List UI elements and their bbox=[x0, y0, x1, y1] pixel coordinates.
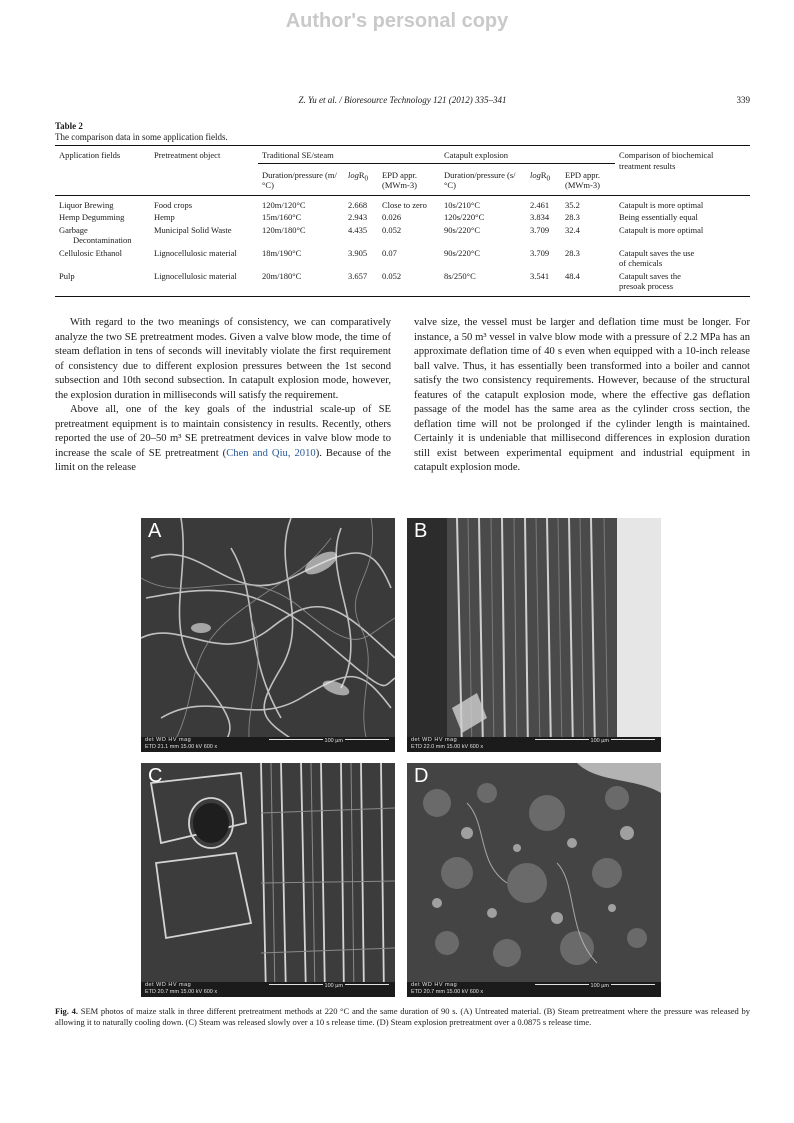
sem-databar bbox=[407, 737, 661, 752]
table-row bbox=[55, 224, 750, 247]
panel-label: A bbox=[148, 520, 162, 542]
paragraph bbox=[55, 403, 391, 476]
cell-trad-epd: Close to zero bbox=[382, 199, 427, 210]
cell-result-line: presoak process bbox=[619, 281, 674, 291]
databar-labels: det WD HV mag bbox=[145, 737, 192, 743]
panel-label: C bbox=[148, 765, 163, 787]
cell-cat-log: 3.709 bbox=[530, 247, 550, 258]
sem-panel-d bbox=[407, 763, 661, 997]
cell-cat-log: 3.709 bbox=[530, 224, 550, 235]
cell-trad-log: 3.657 bbox=[348, 270, 368, 281]
cell-object: Municipal Solid Waste bbox=[154, 224, 232, 235]
page-number: 339 bbox=[736, 95, 750, 105]
cell-object: Food crops bbox=[154, 199, 193, 210]
panel-label: D bbox=[414, 765, 429, 787]
cell-result-line: Catapult saves the use bbox=[619, 247, 695, 258]
paragraph-text: ). Because of the limit on the release bbox=[55, 447, 391, 473]
paragraph-text: Above all, one of the key goals of the industrial scale-up of SE pretreatment equipment is to maintain consistency in results. Recently, others reported the use of 20–50 m³ SE pretreatment devices in valve blow mode to increase the scale of SE pretreatment ( bbox=[55, 404, 391, 459]
cell-trad-epd: 0.026 bbox=[382, 212, 402, 222]
cell-trad-log: 2.668 bbox=[348, 199, 368, 210]
figure-label: Fig. 4. bbox=[55, 1006, 79, 1016]
cell-field: Liquor Brewing bbox=[59, 199, 114, 210]
sem-databar bbox=[141, 982, 395, 997]
cell-trad-dp: 15m/160°C bbox=[262, 212, 302, 222]
body-text bbox=[55, 316, 750, 476]
cell-cat-dp: 10s/210°C bbox=[444, 199, 480, 210]
table-caption bbox=[55, 121, 228, 143]
table-row bbox=[55, 211, 750, 224]
left-column bbox=[55, 316, 391, 476]
header-application-fields: Application fields bbox=[59, 150, 121, 160]
databar-labels: det WD HV mag bbox=[145, 982, 192, 988]
cell-object: Hemp bbox=[154, 212, 175, 222]
cell-object: Lignocellulosic material bbox=[154, 247, 237, 258]
cell-result bbox=[615, 247, 750, 270]
cell-field-line: Garbage bbox=[59, 224, 88, 235]
header-catapult-group: Catapult explosion bbox=[440, 146, 615, 164]
journal-citation: Z. Yu et al. / Bioresource Technology 121 (2012) 335–341 bbox=[298, 95, 507, 105]
panel-label: B bbox=[414, 520, 428, 542]
cell-cat-log: 2.461 bbox=[530, 199, 550, 210]
sem-panel-c bbox=[141, 763, 395, 997]
header-logr0: logR$_0$ bbox=[348, 169, 369, 183]
table-row bbox=[55, 247, 750, 270]
comparison-table bbox=[55, 145, 750, 297]
header-traditional-group: Traditional SE/steam bbox=[258, 146, 440, 164]
header-duration-pressure-m: Duration/pressure (m/°C) bbox=[262, 169, 337, 190]
cell-field: Pulp bbox=[59, 270, 75, 281]
cell-trad-log: 4.435 bbox=[348, 224, 368, 235]
databar-values: ETD 20.7 mm 15.00 kV 600 x bbox=[145, 989, 218, 995]
databar-values: ETD 21.1 mm 15.00 kV 600 x bbox=[145, 744, 218, 750]
cell-result-line: of chemicals bbox=[619, 258, 663, 268]
cell-result: Being essentially equal bbox=[619, 212, 698, 222]
cell-result-line: Catapult saves the bbox=[619, 270, 681, 281]
cell-cat-dp: 120s/220°C bbox=[444, 212, 485, 222]
header-duration-pressure-s: Duration/pressure (s/°C) bbox=[444, 169, 516, 190]
citation-link[interactable]: Chen and Qiu, 2010 bbox=[226, 447, 316, 459]
cell-trad-dp: 20m/180°C bbox=[262, 270, 302, 281]
paragraph: With regard to the two meanings of consistency, we can comparatively analyze the two SE pretreatment modes. Given a valve blow mode, the time of steam deflation in tens of seconds will inevitably violate the first requirement of consistency due to different explosion pressures between the 1st second subsection and 10th second subsection. In catapult explosion mode, however, the explosion duration in milliseconds will satisfy the requirement. bbox=[55, 317, 391, 401]
cell-cat-epd: 28.3 bbox=[565, 212, 580, 222]
databar-values: ETD 22.0 mm 15.00 kV 600 x bbox=[411, 744, 484, 750]
cell-cat-epd: 35.2 bbox=[565, 199, 580, 210]
cell-trad-epd: 0.052 bbox=[382, 224, 402, 235]
table-number: Table 2 bbox=[55, 121, 83, 131]
cell-cat-epd: 28.3 bbox=[565, 247, 580, 258]
header-pretreatment-object: Pretreatment object bbox=[154, 150, 221, 160]
cell-cat-dp: 8s/250°C bbox=[444, 270, 476, 281]
caption-text: SEM photos of maize stalk in three different pretreatment methods at 220 °C and the same duration of 90 s. (A) Untreated material. (B) Steam pretreatment where the pressure was released by allowing it to naturally cooling down. (C) Steam was released slowly over a 10 s release time. (D) Steam explosion pretreatment over a 0.0875 s release time. bbox=[55, 1006, 751, 1027]
sem-databar bbox=[407, 982, 661, 997]
table-row bbox=[55, 270, 750, 297]
watermark: Author's personal copy bbox=[285, 10, 509, 32]
cell-cat-dp: 90s/220°C bbox=[444, 224, 480, 235]
scale-label: 100 µm bbox=[590, 738, 609, 744]
databar-labels: det WD HV mag bbox=[411, 982, 458, 988]
sem-databar bbox=[141, 737, 395, 752]
cell-cat-epd: 48.4 bbox=[565, 270, 580, 281]
cell-result: Catapult is more optimal bbox=[619, 199, 704, 210]
sem-figure bbox=[141, 518, 661, 997]
sem-panel-b bbox=[407, 518, 661, 752]
scale-label: 100 µm bbox=[590, 983, 609, 989]
cell-trad-dp: 120m/120°C bbox=[262, 199, 306, 210]
cell-trad-log: 3.905 bbox=[348, 247, 368, 258]
cell-result bbox=[615, 270, 750, 297]
cell-cat-log: 3.541 bbox=[530, 270, 550, 281]
paragraph: valve size, the vessel must be larger and deflation time must be longer. For instance, a 50 m³ vessel in valve blow mode with a pressure of 2.2 MPa has an approximate deflation time of 40 s even when equipped with a 10-inch release ball valve. Thus, it has essentially been transformed into a boiler and cannot satisfy the two consistency requirements. However, because of the structural features of the catapult explosion mode, where the effective gas deflation passage of the model has the same area as the cylinder cross section, the deflation time will not be prolonged if the cylinder length is maintained. Certainly it is undeniable that millisecond differences in explosion duration still exist between experimental equipment and industrial equipment in catapult explosion mode. bbox=[414, 317, 750, 473]
sem-image-d bbox=[407, 763, 661, 997]
header-logr0: logR$_0$ bbox=[530, 169, 551, 183]
cell-field: Cellulosic Ethanol bbox=[59, 247, 123, 258]
cell-object: Lignocellulosic material bbox=[154, 270, 237, 281]
header-epd: EPD appr. (MWm-3) bbox=[565, 169, 600, 190]
cell-trad-epd: 0.07 bbox=[382, 247, 397, 258]
scale-label: 100 µm bbox=[324, 983, 343, 989]
cell-result: Catapult is more optimal bbox=[619, 224, 704, 235]
figure-caption bbox=[55, 1006, 750, 1028]
cell-cat-log: 3.834 bbox=[530, 212, 550, 222]
sem-panel-a bbox=[141, 518, 395, 752]
cell-cat-dp: 90s/220°C bbox=[444, 247, 480, 258]
table-row bbox=[55, 195, 750, 211]
sem-image-c bbox=[141, 763, 395, 997]
databar-values: ETD 20.7 mm 15.00 kV 600 x bbox=[411, 989, 484, 995]
cell-field: Hemp Degumming bbox=[59, 212, 125, 222]
table-title: The comparison data in some application fields. bbox=[55, 132, 228, 142]
databar-labels: det WD HV mag bbox=[411, 737, 458, 743]
cell-trad-log: 2.943 bbox=[348, 212, 368, 222]
header-comparison: Comparison of biochemical treatment results bbox=[619, 150, 714, 171]
header-epd: EPD appr. (MWm-3) bbox=[382, 169, 417, 190]
right-column bbox=[414, 316, 750, 476]
cell-field-line: Decontamination bbox=[73, 235, 132, 245]
scale-label: 100 µm bbox=[324, 738, 343, 744]
running-head bbox=[55, 95, 750, 109]
sem-image-b bbox=[407, 518, 661, 752]
cell-field bbox=[55, 224, 150, 247]
sem-image-a bbox=[141, 518, 395, 752]
cell-trad-dp: 120m/180°C bbox=[262, 224, 306, 235]
cell-trad-dp: 18m/190°C bbox=[262, 247, 302, 258]
cell-cat-epd: 32.4 bbox=[565, 224, 580, 235]
cell-trad-epd: 0.052 bbox=[382, 270, 402, 281]
